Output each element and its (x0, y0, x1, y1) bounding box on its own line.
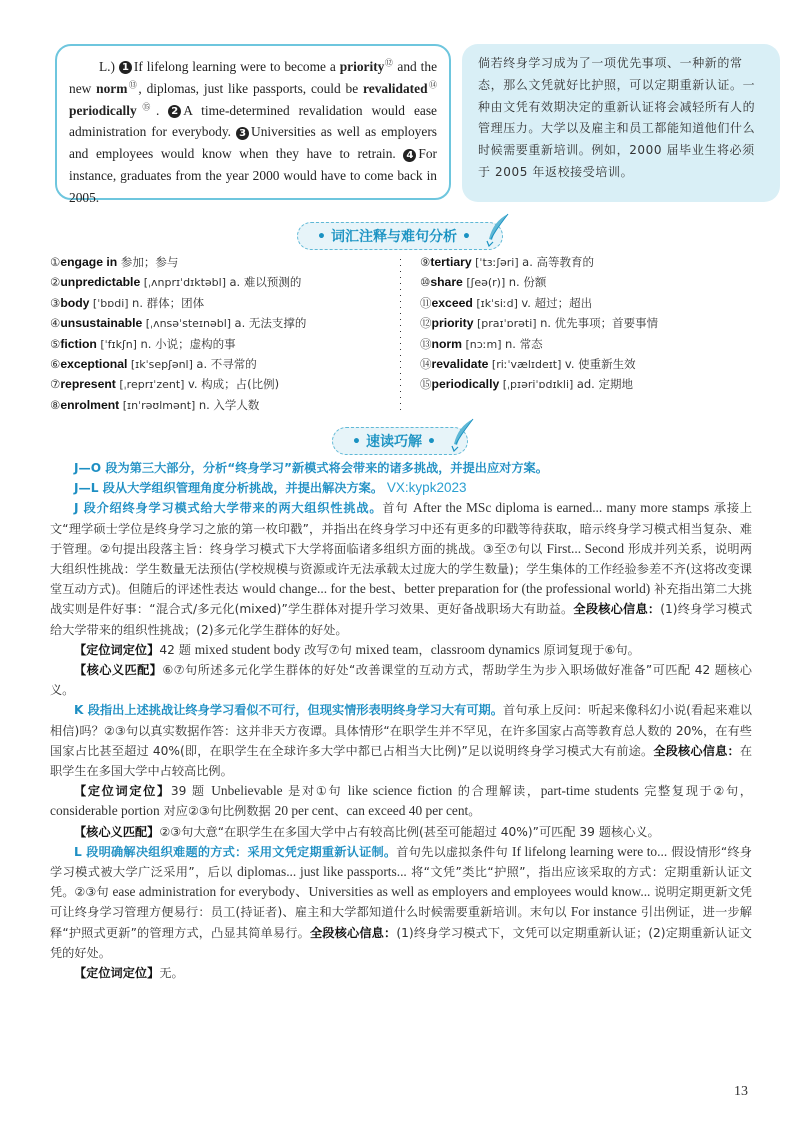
analysis-section (50, 458, 752, 983)
vocab-banner-title: 词汇注释与难句分析 (331, 229, 457, 245)
vocab-def: n. 小说；虚构的事 (140, 336, 236, 351)
quill-icon (484, 213, 510, 247)
vocab-word: unpredictable (60, 275, 141, 290)
vocab-word: exceed (431, 295, 473, 310)
vocab-word: engage in (60, 255, 118, 269)
vocab-word: tertiary (430, 255, 472, 269)
vocab-def: n. 常态 (504, 336, 543, 351)
vocab-num: ⑨ (420, 255, 431, 269)
vocab-word: priority (431, 316, 474, 331)
sentence-marker-1: 1 (119, 61, 132, 74)
vocab-def: n. 群体；团体 (132, 295, 205, 310)
vocab-num: ③ (50, 295, 61, 310)
speed-banner-title: 速读巧解 (366, 434, 422, 450)
vocab-ipa: [nɔːm] (461, 337, 505, 351)
speed-banner (0, 427, 800, 455)
vocab-num: ② (50, 275, 61, 290)
vocab-word: represent (60, 377, 116, 392)
vocab-num: ⑬ (420, 336, 432, 351)
vocab-num: ① (50, 255, 61, 269)
vocab-column-left (50, 252, 306, 415)
vocab-ipa: [ˌpɪəriˈɒdɪkli] (499, 378, 577, 392)
vocab-item (420, 293, 658, 313)
heading-j-o: J—O 段为第三大部分，分析“终身学习”新模式将会带来的诸多挑战，并提出应对方案。 (74, 461, 548, 475)
vocab-ipa: [ɪnˈrəʊlmənt] (119, 398, 199, 412)
vocab-ipa: [ɪkˈsiːd] (472, 296, 522, 310)
vocab-num: ⑪ (420, 295, 432, 310)
vocab-item (50, 354, 306, 374)
vocab-word: norm (431, 336, 462, 351)
vocab-num: ⑧ (50, 397, 61, 412)
watermark: VX:kypk2023 (386, 480, 467, 496)
passage-label: L.) (99, 59, 115, 74)
vocab-def: v. 构成；占(比例) (187, 377, 280, 392)
vocab-item (50, 374, 306, 394)
vocab-num: ⑥ (50, 356, 61, 371)
vocab-def: a. 不寻常的 (196, 356, 257, 371)
vocab-def: 参加；参与 (117, 255, 179, 269)
vocab-def: a. 无法支撑的 (234, 316, 307, 331)
speed-banner-pill: • 速读巧解 • (332, 427, 468, 455)
quill-icon (449, 418, 475, 452)
vocab-item (50, 252, 306, 272)
vocab-item (420, 354, 658, 374)
vocab-word: periodically (431, 377, 500, 392)
sentence-marker-3: 3 (236, 127, 249, 140)
vocab-item (420, 313, 658, 333)
vocab-item (50, 272, 306, 292)
vocab-def: n. 入学人数 (198, 397, 260, 412)
translation-box: 倘若终身学习成为了一项优先事项、一种新的常态，那么文凭就好比护照，可以定期重新认证。一种由文凭有效期决定的重新认证将会减轻所有人的管理压力。大学以及雇主和员工都能知道他们什么时候需要重新培训。例如，2000 届毕业生将必须于 2005 年返校接受培训。 (462, 44, 780, 202)
vocab-ipa: [ˈbɒdi] (89, 296, 133, 310)
vocab-item (420, 252, 658, 272)
vocab-def: a. 高等教育的 (522, 255, 595, 269)
vocab-def: ad. 定期地 (576, 377, 633, 392)
k-location: 【定位词定位】39 题 Unbelievable 是对①句 like science fiction 的合理解读，part-time students 完整复现于②句，considerable portion 对应②③句比例数据 20 per cent、can exceed 40 per cent。 (50, 783, 752, 819)
vocab-ipa: [ˌʌnprɪˈdɪktəbl] (140, 276, 230, 290)
vocab-num: ⑤ (50, 336, 61, 351)
vocab-num: ⑦ (50, 377, 61, 392)
l-location: 【定位词定位】无。 (74, 966, 184, 981)
j-match: 【核心义匹配】⑥⑦句所述多元化学生群体的好处“改善课堂的互动方式，帮助学生为步入职场做好准备”可匹配 42 题核心义。 (50, 663, 752, 698)
vocab-item (420, 272, 658, 292)
vocab-item (420, 334, 658, 354)
vocab-item (420, 374, 658, 394)
vocab-item (50, 395, 306, 415)
vocab-def: n. 份额 (508, 275, 547, 290)
vocab-num: ④ (50, 316, 61, 331)
vocab-word: unsustainable (60, 316, 143, 331)
vocab-ipa: [praɪˈɒrəti] (473, 317, 541, 331)
vocab-def: v. 超过；超出 (521, 295, 593, 310)
vocab-ipa: [ˈtɜːʃəri] (471, 256, 523, 269)
vocab-banner (0, 222, 800, 250)
vocab-num: ⑮ (420, 377, 432, 392)
page-number: 13 (734, 1084, 748, 1099)
top-section (55, 44, 778, 205)
passage-box: L.) 1 If lifelong learning were to become a priority⑫ and the new norm⑬, diplomas, just like passports, could be revalidated⑭ periodically⑮. 2 A time-determined revalidation would ease administration for everybody. 3 Universities as well as employers and employees would know when they have to retrain. 4 For instance, graduates from the year 2000 would have to come back in 2005. (55, 44, 451, 200)
vocab-ipa: [ɪkˈsepʃənl] (127, 357, 197, 371)
sentence-marker-2: 2 (168, 105, 181, 118)
vocab-word: enrolment (60, 397, 120, 412)
vocab-def: v. 使重新生效 (564, 356, 636, 371)
vocab-word: revalidate (431, 356, 489, 371)
vocab-num: ⑭ (420, 356, 432, 371)
k-match: 【核心义匹配】②③句大意“在职学生在多国大学中占有较高比例(甚至可能超过 40%)”可匹配 39 题核心义。 (74, 824, 660, 839)
vocab-num: ⑫ (420, 316, 432, 331)
vocab-num: ⑩ (420, 275, 431, 290)
vocab-def: a. 难以预测的 (229, 275, 302, 290)
vocab-item (50, 313, 306, 333)
paragraph-l: L 段明确解决组织难题的方式：采用文凭定期重新认证制。首句先以虚拟条件句 If lifelong learning were to... 假设情形“终身学习模式被大学广泛采用”，后以 diplomas... just like passports... 将“文凭”类比“护照”，指出应该采取的方式：定期重新认证文凭。②③句 ease administration for everybody、Universities as well as employers and employees would know... 说明定期更新文凭可让终身学习管理方便易行：员工(持证者)、雇主和大学都知道什么时候需要重新培训。末句以 For instance 引出例证，进一步解释“护照式更新”的管理方式，凸显其简单易行。全段核心信息：(1)终身学习模式下，文凭可以定期重新认证；(2)定期重新认证文凭的好处。 (50, 843, 752, 960)
heading-j-l: J—L 段从大学组织管理角度分析挑战，并提出解决方案。 VX:kypk2023 (74, 480, 467, 496)
vocab-ipa: [ˌreprɪˈzent] (115, 378, 188, 392)
vocab-ipa: [ʃeə(r)] (462, 276, 509, 290)
vocab-item (50, 334, 306, 354)
vocab-word: share (430, 275, 463, 290)
vocab-word: exceptional (60, 356, 128, 371)
paragraph-k: K 段指出上述挑战让终身学习看似不可行，但现实情形表明终身学习大有可期。首句承上反问：听起来像科幻小说(看起来难以相信)吗？②③句以真实数据作答：这并非天方夜谭。具体情形“在职学生并不罕见，在许多国家占高等教育总人数的 20%，在有些国家占比甚至超过 40%(即，在职学生在全球许多大学中都已占相当大比例)”足以说明终身学习模式大有前途。全段核心信息：在职学生在多国大学中占较高比例。 (50, 703, 752, 779)
vocab-ipa: [ˌʌnsəˈsteɪnəbl] (142, 317, 235, 331)
sentence-marker-4: 4 (403, 149, 416, 162)
vocab-ipa: [ˈfɪkʃn] (96, 337, 141, 351)
paragraph-j: J 段介绍终身学习模式给大学带来的两大组织性挑战。首句 After the MSc diploma is earned... many more stamps 承接上文“理学硕士学位是终身学习之旅的第一枚印戳”，并指出在终身学习中还有更多的印戳等待获取，暗示终身学习模式相当复杂、难于管理。②句提出段落主旨：终身学习模式下大学将面临诸多组织方面的挑战。③至⑦句以 First... Second 形成并列关系，说明两大组织性挑战：学生数量无法预估(学校规模与资源或许无法承载太过庞大的学生数量)；学生集体的工作经验参差不齐(这将改变课堂互动方式)。但随后的评述性表达 would change... for the best、better preparation for (the professional world) 补充指出第二大挑战实则是件好事：“混合式/多元化(mixed)”学生群体对提升学习效果、更好备战职场大有助益。全段核心信息：(1)终身学习模式给大学带来的组织性挑战；(2)多元化学生群体的好处。 (50, 500, 753, 637)
j-location: 【定位词定位】42 题 mixed student body 改写⑦句 mixed team，classroom dynamics 原词复现于⑥句。 (74, 641, 640, 657)
vocab-column-right (420, 252, 658, 395)
vocab-divider (396, 254, 404, 414)
vocab-word: fiction (60, 336, 97, 351)
vocab-word: body (60, 295, 90, 310)
vocab-item (50, 293, 306, 313)
vocab-ipa: [riːˈvælɪdeɪt] (488, 357, 565, 371)
vocab-def: n. 优先事项；首要事情 (540, 316, 659, 331)
vocab-banner-pill: • 词汇注释与难句分析 • (297, 222, 503, 250)
